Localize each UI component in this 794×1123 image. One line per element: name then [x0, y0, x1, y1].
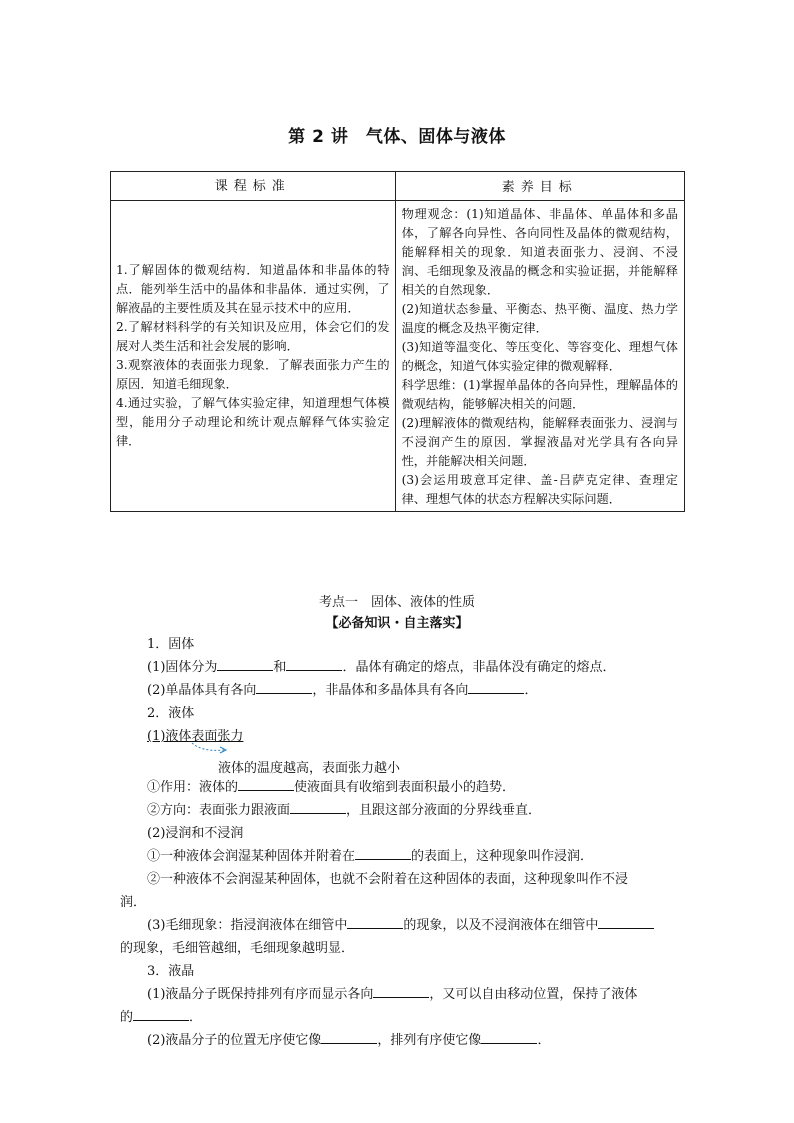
standard-item: 4.通过实验，了解气体实验定律，知道理想气体模型，能用分子动理论和统计观点解释气体实验定律．	[116, 396, 390, 448]
text-seg: (3)毛细现象：指浸润液体在细管中	[147, 918, 348, 933]
text-seg: ①一种液体会润湿某种固体并附着在	[147, 849, 356, 864]
liquid-line-3	[120, 799, 680, 822]
text-seg: 和	[273, 660, 287, 675]
content-block-1	[120, 633, 680, 748]
text-seg: ．晶体有确定的熔点，非晶体没有确定的熔点．	[342, 660, 616, 675]
goal-item: (3)会运用玻意耳定律、盖-吕萨克定律、查理定律、理想气体的状态方程解决实际问题．	[401, 473, 678, 506]
page-title: 第 2 讲 气体、固体与液体	[288, 127, 506, 147]
liquid-line-8	[120, 914, 680, 937]
liquid-line-7: 润．	[120, 895, 147, 910]
fill-blank[interactable]	[133, 1007, 189, 1021]
standard-item: 2.了解材料科学的有关知识及应用，体会它们的发展对人类生活和社会发展的影响．	[116, 320, 390, 353]
text-seg: ，且跟这部分液面的分界线垂直．	[346, 803, 542, 818]
text-seg: 的	[120, 1010, 134, 1025]
temperature-note: 液体的温度越高，表面张力越小	[218, 761, 401, 776]
heading-liquid-crystal: 3．液晶	[147, 964, 195, 979]
lc-line-3	[120, 1029, 680, 1052]
fill-blank[interactable]	[347, 915, 403, 929]
liquid-line-6: ②一种液体不会润湿某种固体，也就不会附着在这种固体的表面，这种现象叫作不浸	[147, 872, 629, 887]
fill-blank[interactable]	[256, 680, 312, 694]
lc-line-1	[120, 983, 680, 1006]
fill-blank[interactable]	[286, 657, 342, 671]
fill-blank[interactable]	[217, 657, 273, 671]
solid-line-1	[120, 656, 680, 679]
text-seg: ，又可以自由移动位置，保持了液体	[429, 987, 638, 1002]
fill-blank[interactable]	[468, 680, 524, 694]
heading-liquid: 2．液体	[147, 706, 195, 721]
curriculum-table	[110, 171, 685, 512]
fill-blank[interactable]	[321, 1030, 377, 1044]
text-seg: ．	[524, 683, 538, 698]
fill-blank[interactable]	[355, 846, 411, 860]
fill-blank[interactable]	[598, 915, 654, 929]
text-seg: ①作用：液体的	[147, 780, 239, 795]
goal-item: (3)知道等温变化、等压变化、等容变化、理想气体的概念，知道气体实验定律的微观解释．	[401, 340, 678, 373]
table-body-row	[111, 201, 685, 512]
text-seg: 使液面具有收缩到表面积最小的趋势．	[294, 780, 516, 795]
text-seg: ．	[537, 1033, 551, 1048]
goal-item: (2)理解液体的微观结构，能解释表面张力、浸润与不浸润产生的原因．掌握液晶对光学具有各向异性，并能解决相关问题．	[401, 416, 678, 468]
text-seg: (2)单晶体具有各向	[147, 683, 257, 698]
fill-blank[interactable]	[373, 984, 429, 998]
heading-solid: 1．固体	[147, 637, 195, 652]
text-seg: ．	[189, 1010, 203, 1025]
solid-line-2	[120, 679, 680, 702]
header-literacy-goals: 素养目标	[395, 172, 684, 201]
standard-item: 1.了解固体的微观结构．知道晶体和非晶体的特点．能列举生活中的晶体和非晶体．通过实例，了解液晶的主要性质及其在显示技术中的应用．	[116, 263, 390, 315]
curriculum-standard-cell	[111, 201, 396, 512]
text-seg: 的表面上，这种现象叫作浸润．	[411, 849, 594, 864]
fill-blank[interactable]	[238, 777, 294, 791]
goal-item: 科学思维：(1)掌握单晶体的各向异性，理解晶体的微观结构，能够解决相关的问题．	[401, 378, 678, 411]
text-seg: ，排列有序使它像	[377, 1033, 482, 1048]
section-title: 考点一 固体、液体的性质	[318, 595, 475, 610]
literacy-goals-cell	[395, 201, 684, 512]
text-seg: 的现象，以及不浸润液体在细管中	[403, 918, 599, 933]
liquid-line-4: (2)浸润和不浸润	[147, 826, 244, 841]
section-subtitle: 【必备知识・自主落实】	[325, 616, 469, 631]
text-seg: ②方向：表面张力跟液面	[147, 803, 291, 818]
liquid-line-5	[120, 845, 680, 868]
text-seg: (2)液晶分子的位置无序使它像	[147, 1033, 322, 1048]
dashed-arrow-icon	[190, 740, 230, 756]
liquid-line-9: 的现象，毛细管越细，毛细现象越明显．	[120, 941, 355, 956]
lc-line-2	[120, 1006, 680, 1029]
table-header-row	[111, 172, 685, 201]
text-seg: (1)固体分为	[147, 660, 218, 675]
standard-item: 3.观察液体的表面张力现象．了解表面张力产生的原因．知道毛细现象．	[116, 358, 390, 391]
content-block-2	[120, 776, 680, 1052]
header-curriculum-standard: 课程标准	[111, 172, 396, 201]
goal-item: 物理观念：(1)知道晶体、非晶体、单晶体和多晶体，了解各向异性、各向同性及晶体的微观结构，能解释相关的现象．知道表面张力、浸润、不浸润、毛细现象及液晶的概念和实验证据，并能解释相关的自然现象．	[401, 207, 678, 297]
liquid-line-2	[120, 776, 680, 799]
text-seg: (1)液晶分子既保持排列有序而显示各向	[147, 987, 374, 1002]
text-seg: ，非晶体和多晶体具有各向	[312, 683, 469, 698]
goal-item: (2)知道状态参量、平衡态、热平衡、温度、热力学温度的概念及热平衡定律．	[401, 302, 678, 335]
text-seg: (1)液体表面张力	[147, 729, 244, 744]
fill-blank[interactable]	[290, 800, 346, 814]
fill-blank[interactable]	[481, 1030, 537, 1044]
